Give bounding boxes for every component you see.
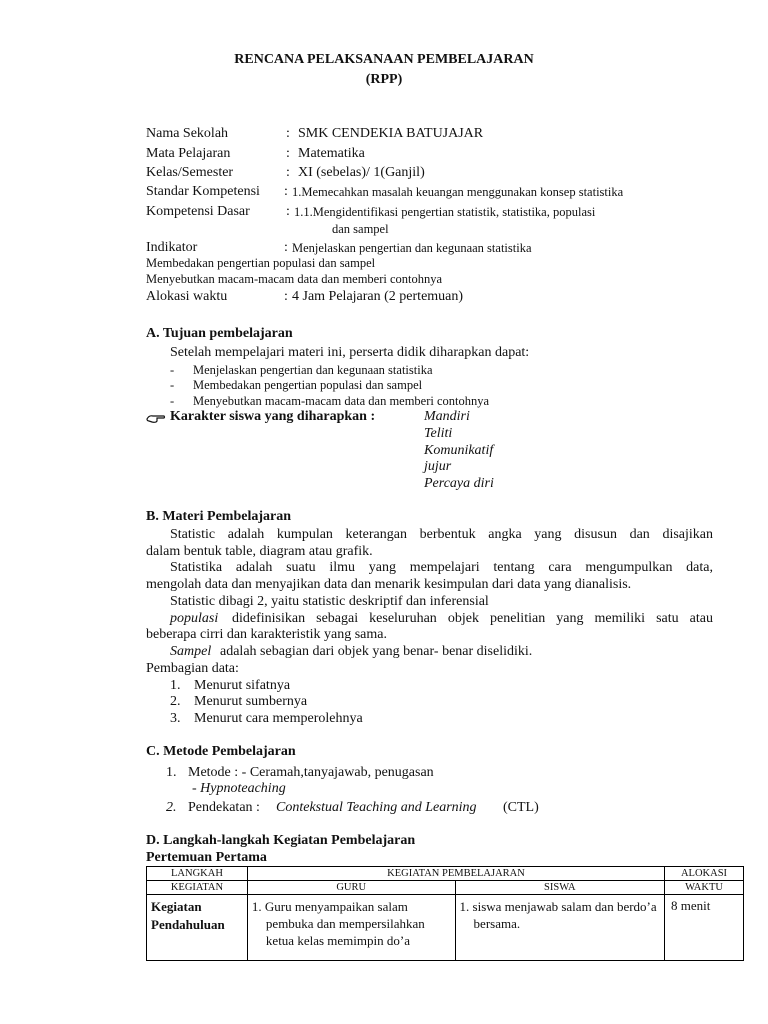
list-number: 2. [170, 694, 181, 709]
indikator-line: Membedakan pengertian populasi dan sampel [146, 256, 376, 270]
table-header-row [147, 881, 744, 895]
list-item: Membedakan pengertian populasi dan sampel [193, 378, 423, 392]
value-indikator: Menjelaskan pengertian dan kegunaan statistika [292, 241, 532, 255]
colon: : [284, 240, 288, 255]
paragraph-line: Statistic dibagi 2, yaitu statistic deskriptif dan inferensial [170, 594, 489, 609]
table-header-row [147, 867, 744, 881]
colon: : [286, 165, 290, 180]
header-cell: LANGKAH [147, 867, 248, 881]
bullet: - [170, 394, 175, 408]
karakter-item: Teliti [424, 426, 453, 441]
langkah-text: Pendahuluan [151, 917, 225, 932]
label-nama-sekolah: Nama Sekolah [146, 126, 229, 141]
karakter-label: Karakter siswa yang diharapkan : [170, 409, 376, 424]
colon: : [286, 204, 290, 219]
metode-sub: - Hypnoteaching [192, 781, 286, 796]
colon: : [284, 184, 288, 199]
paragraph-line: Statistic adalah kumpulan keterangan berbentuk angka yang disusun dan disajikan [170, 527, 713, 542]
karakter-item: jujur [424, 459, 452, 474]
section-heading: B. Materi Pembelajaran [146, 509, 292, 524]
pendekatan-abbr: (CTL) [503, 800, 539, 815]
bullet: - [170, 363, 175, 377]
document-subtitle: (RPP) [365, 72, 403, 87]
metode-text: Metode : - Ceramah,tanyajawab, penugasan [188, 765, 434, 780]
term-sampel: Sampel [170, 644, 212, 659]
section-heading: A. Tujuan pembelajaran [146, 326, 293, 341]
colon: : [286, 146, 290, 161]
pendekatan-label: Pendekatan : [188, 800, 260, 815]
label-kompetensi-dasar: Kompetensi Dasar [146, 204, 250, 219]
label-indikator: Indikator [146, 240, 198, 255]
table-cell: 8 menit [665, 895, 744, 961]
list-item: Menurut sumbernya [194, 694, 308, 709]
value-kelas-semester: XI (sebelas)/ 1(Ganjil) [298, 165, 425, 180]
pointing-hand-icon [146, 411, 166, 429]
paragraph-line: didefinisikan sebagai keseluruhan objek penelitian yang memiliki satu atau [232, 611, 713, 626]
bullet: - [170, 378, 175, 392]
term-populasi: populasi [170, 611, 219, 626]
karakter-item: Percaya diri [424, 476, 494, 491]
karakter-item: Mandiri [424, 409, 470, 424]
header-cell: KEGIATAN PEMBELAJARAN [247, 867, 664, 881]
label-mata-pelajaran: Mata Pelajaran [146, 146, 231, 161]
paragraph-line: mengolah data dan menyajikan data dan menarik kesimpulan dari data yang dianalisis. [146, 577, 632, 592]
colon: : [286, 126, 290, 141]
label-alokasi-waktu: Alokasi waktu [146, 289, 228, 304]
value-kompetensi-dasar: 1.1.Mengidentifikasi pengertian statistik, statistika, populasi [294, 205, 596, 219]
label-standar-kompetensi: Standar Kompetensi [146, 184, 260, 199]
value-mata-pelajaran: Matematika [298, 146, 365, 161]
section-heading: D. Langkah-langkah Kegiatan Pembelajaran [146, 833, 416, 848]
table-cell [147, 895, 248, 961]
paragraph-line: dalam bentuk table, diagram atau grafik. [146, 544, 373, 559]
table-cell: 1. Guru menyampaikan salam pembuka dan mempersilahkan ketua kelas memimpin do’a [247, 895, 455, 961]
paragraph-line: adalah sebagian dari objek yang benar- benar diselidiki. [220, 644, 533, 659]
pertemuan-label: Pertemuan Pertama [146, 850, 267, 865]
document-title: RENCANA PELAKSANAAN PEMBELAJARAN [234, 52, 534, 67]
paragraph-line: Statistika adalah suatu ilmu yang mempelajari tentang cara mengumpulkan data, [170, 560, 713, 575]
value-kompetensi-dasar-cont: dan sampel [332, 222, 389, 236]
indikator-line: Menyebutkan macam-macam data dan memberi contohnya [146, 272, 443, 286]
karakter-item: Komunikatif [424, 443, 494, 458]
header-cell: SISWA [455, 881, 665, 895]
list-item: Menurut sifatnya [194, 678, 291, 693]
section-heading: C. Metode Pembelajaran [146, 744, 296, 759]
table-cell: 1. siswa menjawab salam dan berdo’a bersama. [455, 895, 665, 961]
value-alokasi-waktu: 4 Jam Pelajaran (2 pertemuan) [292, 289, 464, 304]
pembagian-label: Pembagian data: [146, 661, 239, 676]
list-item: Menyebutkan macam-macam data dan memberi contohnya [193, 394, 490, 408]
pendekatan-name: Contekstual Teaching and Learning [276, 800, 477, 815]
label-kelas-semester: Kelas/Semester [146, 165, 234, 180]
kegiatan-table [146, 866, 744, 961]
list-number: 1. [170, 678, 181, 693]
header-cell: ALOKASI [665, 867, 744, 881]
header-cell: WAKTU [665, 881, 744, 895]
header-cell: GURU [247, 881, 455, 895]
tujuan-intro: Setelah mempelajari materi ini, perserta didik diharapkan dapat: [170, 345, 530, 360]
paragraph-line: beberapa cirri dan karakteristik yang sama. [146, 627, 388, 642]
value-standar-kompetensi: 1.Memecahkan masalah keuangan menggunakan konsep statistika [292, 185, 624, 199]
header-cell: KEGIATAN [147, 881, 248, 895]
table-row [147, 895, 744, 961]
list-item: Menjelaskan pengertian dan kegunaan statistika [193, 363, 433, 377]
list-number: 1. [166, 765, 177, 780]
colon: : [284, 289, 288, 304]
list-number: 3. [170, 711, 181, 726]
list-item: Menurut cara memperolehnya [194, 711, 363, 726]
value-nama-sekolah: SMK CENDEKIA BATUJAJAR [298, 126, 484, 141]
langkah-text: Kegiatan [151, 899, 202, 914]
list-number: 2. [166, 800, 177, 815]
